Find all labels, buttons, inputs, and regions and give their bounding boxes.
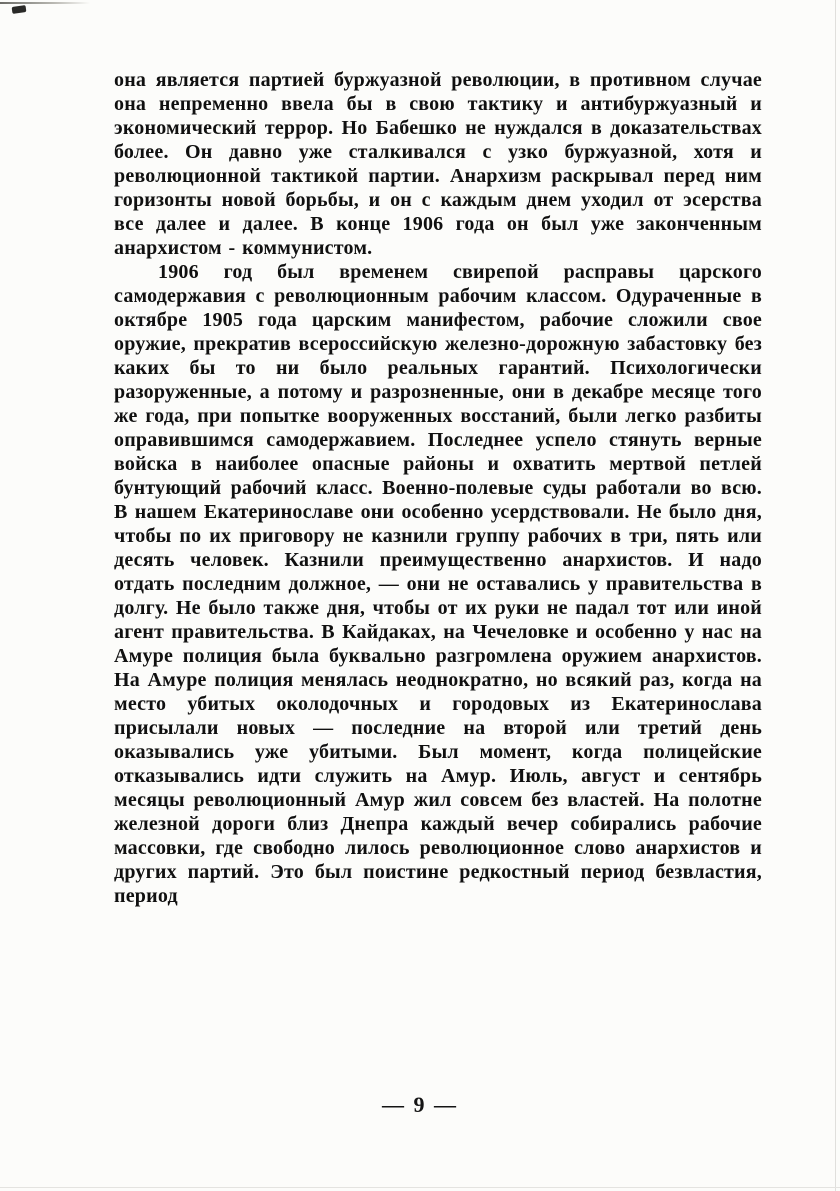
scan-artifact-corner-mark (12, 5, 27, 14)
paragraph-continuation: она является партией буржуазной революции, в противном случае она непременно ввела бы в свою тактику и антибуржуазный и экономический террор. Но Бабешко не нуждался в доказательствах более. Он давно уже сталкивался с узко буржуазной, хотя и революционной тактикой партии. Анархизм раскрывал перед ним горизонты новой борьбы, и он с каждым днем уходил от эсерства все далее и далее. В конце 1906 года он был уже законченным анархистом - коммунистом. (114, 69, 762, 259)
scan-edge-bottom (0, 1187, 840, 1188)
paragraph-main: 1906 год был временем свирепой расправы царского самодержавия с революционным рабочим классом. Одураченные в октябре 1905 года царским манифестом, рабочие сложили свое оружие, прекратив всероссийскую железно-дорожную забастовку без каких бы то ни было реальных гарантий. Психологически разоруженные, а потому и разрозненные, они в декабре месяце того же года, при попытке вооруженных восстаний, были легко разбиты оправившимся самодержавием. Последнее успело стянуть верные войска в наиболее опасные районы и охватить мертвой петлей бунтующий рабочий класс. Военно-полевые суды работали во всю. В нашем Екатеринославе они особенно усердствовали. Не было дня, чтобы по их приговору не казнили группу рабочих в три, пять или десять человек. Казнили преимущественно анархистов. И надо отдать последним должное, — они не оставались у правительства в долгу. Не было также дня, чтобы от их руки не падал тот или иной агент правительства. В Кайдаках, на Чечеловке и особенно у нас на Амуре полиция была буквально разгромлена оружием анархистов. На Амуре полиция менялась неоднократно, но всякий раз, когда на место убитых околодочных и городовых из Екатеринослава присылали новых — последние на второй или третий день оказывались уже убитыми. Был момент, когда полицейские отказывались идти служить на Амур. Июль, август и сентябрь месяцы революционный Амур жил совсем без властей. На полотне железной дороги близ Днепра каждый вечер собирались рабочие массовки, где свободно лилось революционное слово анархистов и других партий. Это был поистине редкостный период безвластия, период (114, 261, 762, 907)
page-text-block (114, 68, 762, 908)
page-number: — 9 — (382, 1092, 458, 1117)
scan-edge-right (835, 0, 836, 1191)
scan-artifact-top-line (0, 2, 90, 4)
